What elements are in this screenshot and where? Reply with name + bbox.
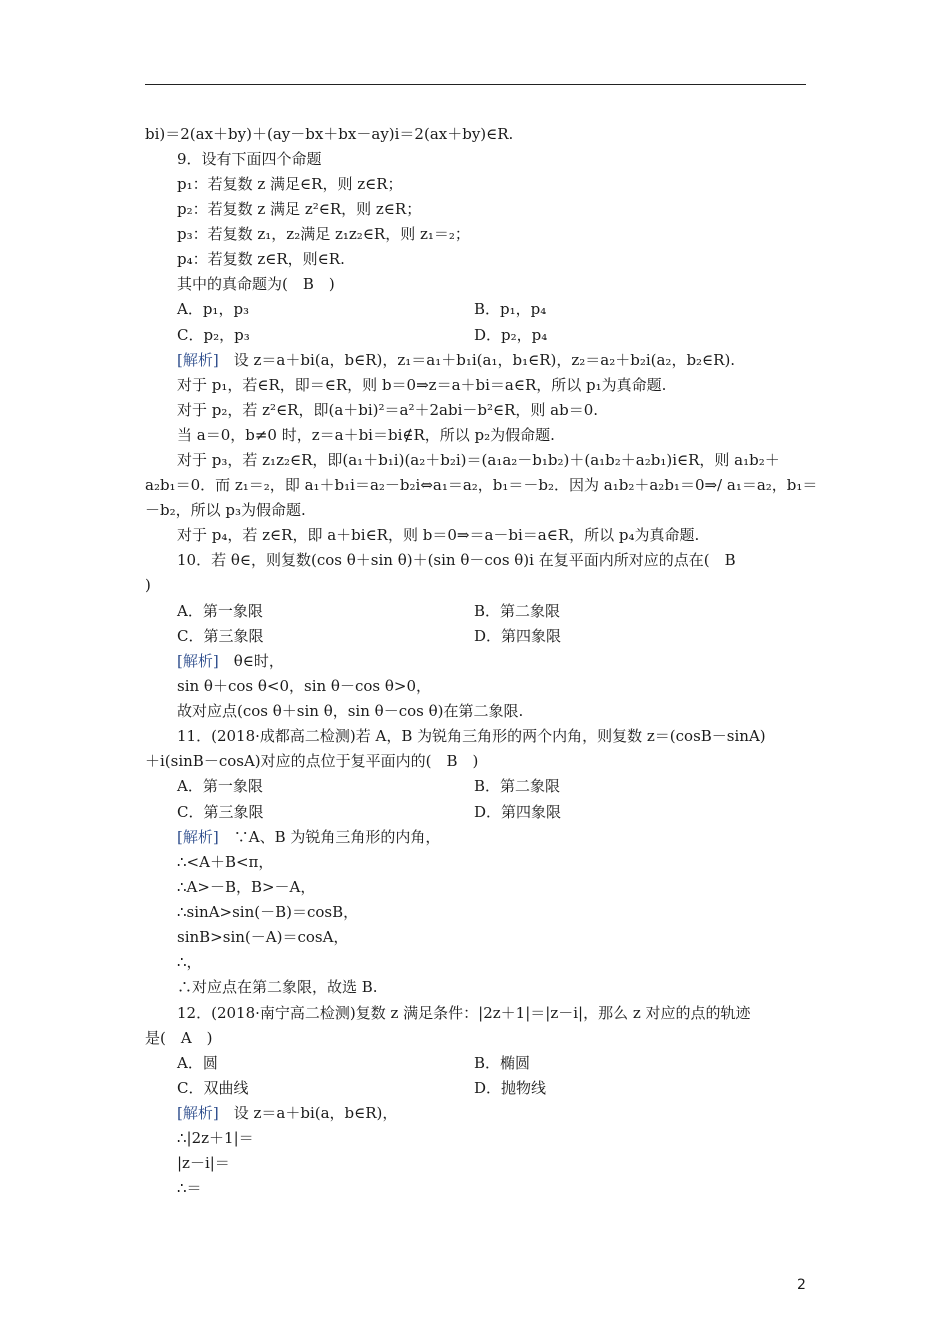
- option-b: B．第二象限: [474, 602, 561, 620]
- option-d: D．第四象限: [474, 627, 562, 645]
- analysis-line: [177, 1103, 397, 1123]
- option-b: B．第二象限: [474, 777, 561, 795]
- text-line: 对于 p₃，若 z₁z₂∈R，即(a₁＋b₁i)(a₂＋b₂i)＝(a₁a₂－b₁b₂)＋(a₁b₂＋a₂b₁)i∈R，则 a₁b₂＋: [177, 451, 780, 469]
- text-line: ∴，: [177, 953, 202, 971]
- option-a: A．第一象限: [177, 777, 263, 795]
- option-d: D．第四象限: [474, 803, 562, 821]
- option-c: C．p₂，p₃: [177, 326, 250, 344]
- analysis-line: [177, 827, 440, 847]
- proposition-p3: p₃：若复数 z₁，z₂满足 z₁z₂∈R，则 z₁＝₂；: [177, 225, 470, 243]
- analysis-text: 设 z＝a＋bi(a，b∈R)，: [233, 1104, 398, 1122]
- analysis-line: [177, 350, 735, 370]
- option-a: A．p₁，p₃: [177, 300, 250, 318]
- page-number: 2: [797, 1277, 806, 1293]
- question-10-stem: 10．若 θ∈，则复数(cos θ＋sin θ)＋(sin θ－cos θ)i 在复平面内所对应的点在( B: [177, 551, 736, 569]
- option-a: A．圆: [177, 1054, 218, 1072]
- text-line: ∴|2z＋1|＝: [177, 1129, 254, 1147]
- proposition-p2: p₂：若复数 z 满足 z²∈R，则 z∈R；: [177, 200, 422, 218]
- analysis-text: 设 z＝a＋bi(a，b∈R)，z₁＝a₁＋b₁i(a₁，b₁∈R)，z₂＝a₂＋b₂i(a₂，b₂∈R).: [233, 351, 736, 369]
- text-line: ∴＝: [177, 1179, 202, 1197]
- text-line: a₂b₁＝0．而 z₁＝₂，即 a₁＋b₁i＝a₂－b₂i⇔a₁＝a₂，b₁＝－b₂．因为 a₁b₂＋a₂b₁＝0⇒/ a₁＝a₂，b₁＝: [145, 476, 818, 494]
- text-line: －b₂，所以 p₃为假命题.: [145, 501, 306, 519]
- text-line: ∴sinA>sin(－B)＝cosB，: [177, 903, 359, 921]
- option-b: B．椭圆: [474, 1054, 531, 1072]
- analysis-tag: [解析]: [177, 1104, 219, 1122]
- text-line: 对于 p₄，若 z∈R，即 a＋bi∈R，则 b＝0⇒＝a－bi＝a∈R，所以 p₄为真命题.: [177, 526, 700, 544]
- question-9-prompt: 其中的真命题为( B ): [177, 275, 335, 293]
- proposition-p1: p₁：若复数 z 满足∈R，则 z∈R；: [177, 175, 403, 193]
- text-line: ∴<A＋B<π，: [177, 853, 274, 871]
- option-b: B．p₁，p₄: [474, 300, 547, 318]
- analysis-tag: [解析]: [177, 828, 219, 846]
- text-line: 对于 p₂，若 z²∈R，即(a＋bi)²＝a²＋2abi－b²∈R，则 ab＝0.: [177, 401, 599, 419]
- text-line: ∴A>－B，B>－A，: [177, 878, 316, 896]
- text-line: ): [145, 576, 151, 594]
- text-line: ∴对应点在第二象限，故选 B.: [177, 978, 378, 996]
- analysis-tag: [解析]: [177, 351, 219, 369]
- analysis-line: [177, 651, 284, 671]
- option-a: A．第一象限: [177, 602, 263, 620]
- text-line: 是( A ): [145, 1029, 213, 1047]
- option-d: D．抛物线: [474, 1079, 547, 1097]
- option-c: C．双曲线: [177, 1079, 249, 1097]
- text-line: 当 a＝0，b≠0 时，z＝a＋bi＝bi∉R，所以 p₂为假命题.: [177, 426, 555, 444]
- analysis-text: θ∈时，: [233, 652, 284, 670]
- text-line: 故对应点(cos θ＋sin θ，sin θ－cos θ)在第二象限.: [177, 702, 524, 720]
- text-line: 对于 p₁，若∈R，即＝∈R，则 b＝0⇒z＝a＋bi＝a∈R，所以 p₁为真命题.: [177, 376, 667, 394]
- analysis-tag: [解析]: [177, 652, 219, 670]
- text-line: sin θ＋cos θ<0，sin θ－cos θ>0，: [177, 677, 431, 695]
- text-line: sinB>sin(－A)＝cosA，: [177, 928, 349, 946]
- question-9-stem: 9．设有下面四个命题: [177, 150, 322, 168]
- text-line: bi)＝2(ax＋by)＋(ay－bx＋bx－ay)i＝2(ax＋by)∈R.: [145, 125, 514, 143]
- option-c: C．第三象限: [177, 627, 264, 645]
- text-line: |z－i|＝: [177, 1154, 230, 1172]
- question-11-stem: 11．(2018·成都高二检测)若 A，B 为锐角三角形的两个内角，则复数 z＝(cosB－sinA): [177, 727, 766, 745]
- analysis-text: ∵A、B 为锐角三角形的内角，: [233, 828, 441, 846]
- proposition-p4: p₄：若复数 z∈R，则∈R.: [177, 250, 345, 268]
- option-c: C．第三象限: [177, 803, 264, 821]
- header-rule: [145, 84, 806, 85]
- text-line: ＋i(sinB－cosA)对应的点位于复平面内的( B ): [145, 752, 479, 770]
- option-d: D．p₂，p₄: [474, 326, 548, 344]
- question-12-stem: 12．(2018·南宁高二检测)复数 z 满足条件：|2z＋1|＝|z－i|，那么 z 对应的点的轨迹: [177, 1004, 751, 1022]
